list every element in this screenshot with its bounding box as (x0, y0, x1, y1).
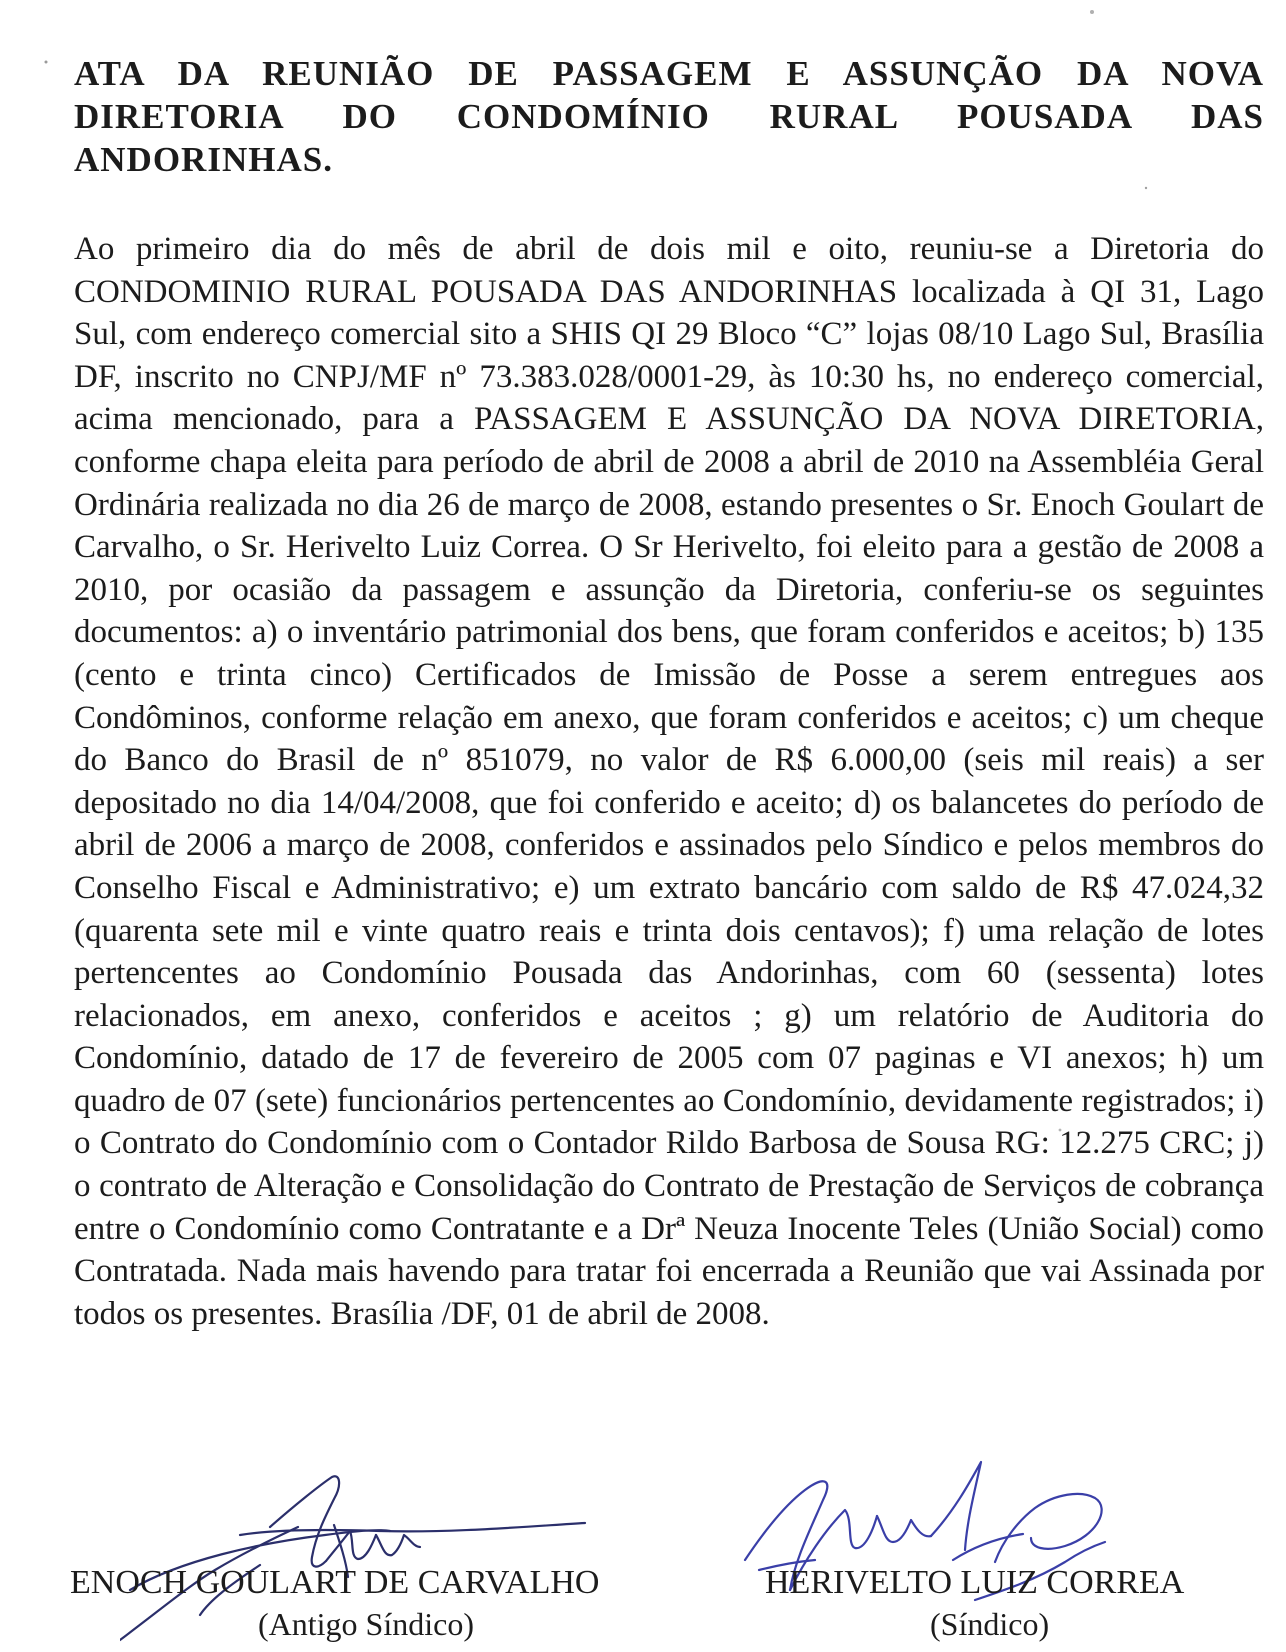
document-title: ATA DA REUNIÃO DE PASSAGEM E ASSUNÇÃO DA NOVA DIRETORIA DO CONDOMÍNIO RURAL POUSADA DAS ANDORINHAS. (74, 54, 1264, 179)
document-body: Ao primeiro dia do mês de abril de dois mil e oito, reuniu-se a Diretoria do CONDOMINIO RURAL POUSADA DAS ANDORINHAS localizada à QI 31, Lago Sul, com endereço comercial sito a SHIS QI 29 Bloco “C” lojas 08/10 Lago Sul, Brasília DF, inscrito no CNPJ/MF nº 73.383.028/0001-29, às 10:30 hs, no endereço comercial, acima mencionado, para a PASSAGEM E ASSUNÇÃO DA NOVA DIRETORIA, conforme chapa eleita para período de abril de 2008 a abril de 2010 na Assembléia Geral Ordinária realizada no dia 26 de março de 2008, estando presentes o Sr. Enoch Goulart de Carvalho, o Sr. Herivelto Luiz Correa. O Sr Herivelto, foi eleito para a gestão de 2008 a 2010, por ocasião da passagem e assunção da Diretoria, conferiu-se os seguintes documentos: a) o inventário patrimonial dos bens, que foram conferidos e aceitos; b) 135 (cento e trinta cinco) Certificados de Imissão de Posse a serem entregues aos Condôminos, conforme relação em anexo, que foram conferidos e aceitos; c) um cheque do Banco do Brasil de nº 851079, no valor de R$ 6.000,00 (seis mil reais) a ser depositado no dia 14/04/2008, que foi conferido e aceito; d) os balancetes do período de abril de 2006 a março de 2008, conferidos e assinados pelo Síndico e pelos membros do Conselho Fiscal e Administrativo; e) um extrato bancário com saldo de R$ 47.024,32 (quarenta sete mil e vinte quatro reais e trinta dois centavos); f) uma relação de lotes pertencentes ao Condomínio Pousada das Andorinhas, com 60 (sessenta) lotes relacionados, em anexo, conferidos e aceitos ; g) um relatório de Auditoria do Condomínio, datado de 17 de fevereiro de 2005 com 07 paginas e VI anexos; h) um quadro de 07 (sete) funcionários pertencentes ao Condomínio, devidamente registrados; i) o Contrato do Condomínio com o Contador Rildo Barbosa de Sousa RG: 12.275 CRC; j) o contrato de Alteração e Consolidação do Contrato de Prestação de Serviços de cobrança entre o Condomínio como Contratante e a Drª Neuza Inocente Teles (União Social) como Contratada. Nada mais havendo para tratar foi encerrada a Reunião que vai Assinada por todos os presentes. Brasília /DF, 01 de abril de 2008. (74, 231, 1264, 1332)
signature-role-enoch: (Antigo Síndico) (258, 1606, 474, 1642)
signature-role-herivelto: (Síndico) (930, 1606, 1050, 1642)
signature-name-enoch: ENOCH GOULART DE CARVALHO (70, 1564, 600, 1601)
signature-name-herivelto: HERIVELTO LUIZ CORREA (765, 1564, 1185, 1601)
